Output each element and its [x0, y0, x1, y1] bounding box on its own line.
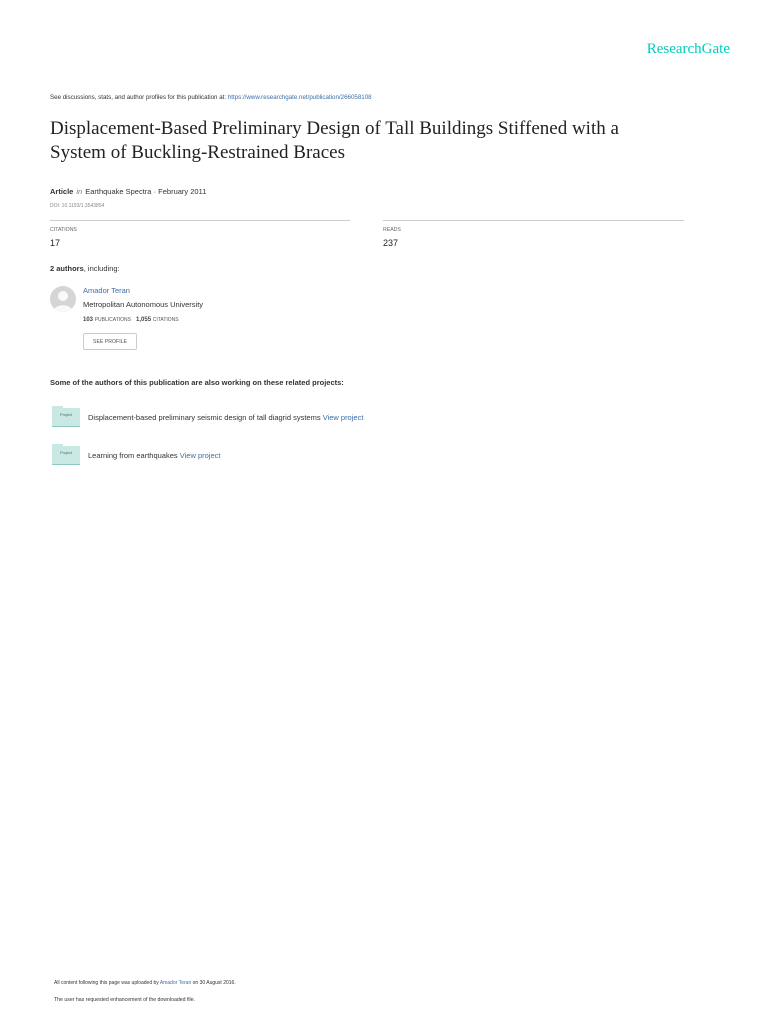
- citations-divider: [50, 220, 350, 221]
- enhancement-note: The user has requested enhancement of the downloaded file.: [54, 997, 196, 1003]
- researchgate-logo[interactable]: ResearchGate: [646, 41, 730, 57]
- avatar[interactable]: [50, 286, 76, 312]
- in-word: in: [76, 187, 83, 196]
- doi: DOI: 10.1193/1.3543854: [50, 203, 105, 209]
- project-title: Displacement-based preliminary seismic design of tall diagrid systems: [88, 413, 323, 422]
- publication-meta: [50, 187, 206, 196]
- project-folder-icon[interactable]: [52, 406, 80, 427]
- author-name-link[interactable]: Amador Teran: [83, 286, 130, 295]
- page-title: [50, 117, 710, 165]
- publication-type: Article: [50, 187, 74, 196]
- author-citations-label: CITATIONS: [152, 317, 179, 323]
- upload-prefix: All content following this page was uploaded by: [54, 980, 160, 986]
- author-affiliation: Metropolitan Autonomous University: [83, 300, 204, 309]
- title-line-1: Displacement-Based Preliminary Design of Tall Buildings Stiffened with a: [50, 118, 619, 139]
- citations-label: CITATIONS: [50, 227, 77, 233]
- citations-value: 17: [50, 238, 61, 248]
- project-folder-icon[interactable]: [52, 444, 80, 465]
- view-project-link[interactable]: View project: [322, 413, 364, 422]
- upload-notice: [54, 980, 236, 986]
- authors-including: , including:: [83, 264, 120, 273]
- authors-heading: [50, 264, 120, 273]
- view-project-link[interactable]: View project: [179, 451, 221, 460]
- project-title: Learning from earthquakes: [88, 451, 180, 460]
- publication-link[interactable]: https://www.researchgate.net/publication/266058108: [227, 94, 372, 101]
- see-profile-button[interactable]: SEE PROFILE: [83, 333, 137, 350]
- author-stats: [83, 317, 179, 323]
- author-publications-count: 103: [83, 317, 94, 323]
- reads-divider: [383, 220, 684, 221]
- project-icon-label: Project: [60, 413, 72, 417]
- journal-info: Earthquake Spectra · February 2011: [85, 187, 207, 196]
- discussion-text: See discussions, stats, and author profiles for this publication at:: [50, 94, 228, 101]
- related-projects-heading: Some of the authors of this publication are also working on these related projects:: [50, 378, 344, 387]
- uploader-link[interactable]: Amador Teran: [159, 980, 192, 986]
- reads-value: 237: [383, 238, 399, 248]
- author-citations-count: 1,055: [136, 317, 152, 323]
- discussion-notice: [50, 94, 372, 101]
- upload-suffix: on 30 August 2016.: [191, 980, 236, 986]
- project-item: [88, 413, 363, 422]
- project-icon-label: Project: [60, 451, 72, 455]
- author-publications-label: PUBLICATIONS: [94, 317, 131, 323]
- project-item: [88, 451, 220, 460]
- title-line-2: System of Buckling-Restrained Braces: [50, 142, 345, 163]
- authors-count: 2 authors: [50, 264, 84, 273]
- person-icon: [50, 286, 76, 312]
- reads-label: READS: [383, 227, 401, 233]
